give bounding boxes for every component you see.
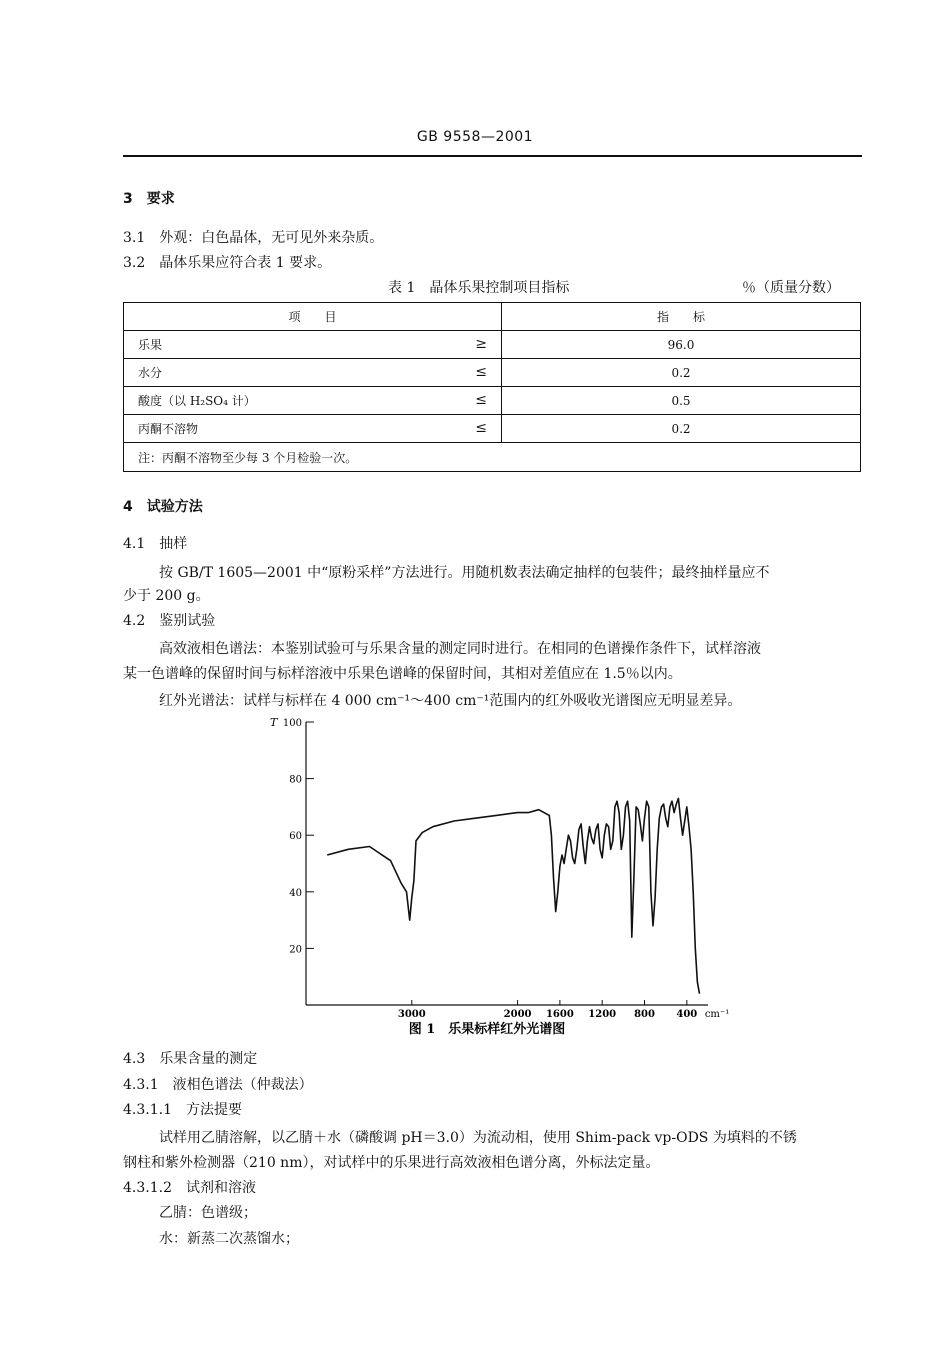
table-unit: ％（质量分数） — [742, 280, 840, 296]
section-4-3-1-2: 4.3.1.2 试剂和溶液 — [123, 1180, 256, 1196]
section-4-1-text-1: 按 GB/T 1605—2001 中“原粉采样”方法进行。用随机数表法确定抽样的包装件；最终抽样量应不 — [159, 565, 770, 581]
spectrum-line — [327, 798, 699, 993]
ir-spectrum-chart — [240, 708, 730, 1038]
header-rule — [123, 155, 862, 157]
chart-title: 图 1 乐果标样红外光谱图 — [408, 1022, 566, 1037]
row-value: 0.5 — [502, 387, 861, 415]
row-item: 丙酮不溶物 — [138, 422, 199, 436]
section-4-2-hplc-1: 高效液相色谱法：本鉴别试验可与乐果含量的测定同时进行。在相同的色谱操作条件下，试样溶液 — [159, 641, 761, 657]
section-4-title: 4 试验方法 — [123, 499, 203, 515]
table-title: 表 1 晶体乐果控制项目指标 — [388, 280, 570, 296]
x-tick-label: 800 — [634, 1009, 655, 1020]
row-value: 0.2 — [502, 359, 861, 387]
x-tick-label: 1200 — [588, 1009, 617, 1020]
row-operator: ≤ — [475, 364, 487, 380]
reagent-water: 水：新蒸二次蒸馏水； — [159, 1231, 299, 1247]
row-item: 酸度（以 H₂SO₄ 计） — [138, 394, 256, 408]
x-tick-label: 400 — [676, 1009, 698, 1020]
row-value: 0.2 — [502, 415, 861, 443]
section-4-3: 4.3 乐果含量的测定 — [123, 1051, 258, 1067]
chart-axes — [306, 722, 708, 1005]
row-item: 水分 — [138, 366, 163, 380]
section-4-3-1-1-text-2: 钢柱和紫外检测器（210 nm），对试样中的乐果进行高效液相色谱分离，外标法定量。 — [123, 1155, 660, 1171]
row-operator: ≥ — [475, 336, 487, 352]
table-row — [124, 359, 861, 387]
row-operator: ≤ — [475, 420, 487, 436]
y-ticks — [283, 718, 314, 955]
header-item: 项 目 — [124, 303, 502, 331]
y-axis-label: T — [270, 716, 278, 729]
section-4-3-1-1: 4.3.1.1 方法提要 — [123, 1102, 242, 1118]
section-4-3-1-1-text-1: 试样用乙腈溶解，以乙腈＋水（磷酸调 pH＝3.0）为流动相，使用 Shim-pack vp-ODS 为填料的不锈 — [159, 1130, 797, 1146]
x-tick-label: 1600 — [545, 1009, 574, 1020]
table-header-row — [124, 303, 861, 331]
table-row — [124, 331, 861, 359]
section-3-1: 3.1 外观：白色晶体，无可见外来杂质。 — [123, 230, 384, 246]
y-tick-label: 40 — [289, 887, 302, 899]
table-note: 注：丙酮不溶物至少每 3 个月检验一次。 — [124, 443, 861, 472]
row-item: 乐果 — [138, 338, 163, 352]
x-ticks — [398, 1000, 697, 1020]
y-tick-label: 20 — [289, 944, 302, 956]
section-4-1-text-2: 少于 200 g。 — [123, 588, 210, 604]
section-3-title: 3 要求 — [123, 191, 175, 207]
y-tick-label: 80 — [289, 774, 302, 786]
row-operator: ≤ — [475, 392, 487, 408]
table-row — [124, 415, 861, 443]
section-4-2-ir: 红外光谱法：试样与标样在 4 000 cm⁻¹～400 cm⁻¹范围内的红外吸收光谱图应无明显差异。 — [159, 693, 742, 709]
section-4-3-1: 4.3.1 液相色谱法（仲裁法） — [123, 1077, 313, 1093]
section-4-2-hplc-2: 某一色谱峰的保留时间与标样溶液中乐果色谱峰的保留时间，其相对差值应在 1.5％以内。 — [123, 666, 682, 682]
header-value: 指 标 — [502, 303, 861, 331]
table-note-row — [124, 443, 861, 472]
spec-table — [123, 302, 861, 472]
table-row — [124, 387, 861, 415]
y-tick-label: 60 — [289, 831, 302, 843]
row-value: 96.0 — [502, 331, 861, 359]
y-tick-label: 100 — [282, 718, 302, 729]
document-header: GB 9558—2001 — [416, 129, 534, 145]
spectrum-series — [327, 798, 699, 993]
section-4-2: 4.2 鉴别试验 — [123, 613, 216, 629]
section-3-2: 3.2 晶体乐果应符合表 1 要求。 — [123, 255, 332, 271]
x-tick-label: 3000 — [397, 1009, 426, 1020]
x-axis-label: cm⁻¹ — [704, 1009, 730, 1020]
reagent-acetonitrile: 乙腈：色谱级； — [159, 1205, 257, 1221]
section-4-1: 4.1 抽样 — [123, 536, 188, 552]
x-tick-label: 2000 — [503, 1009, 532, 1020]
